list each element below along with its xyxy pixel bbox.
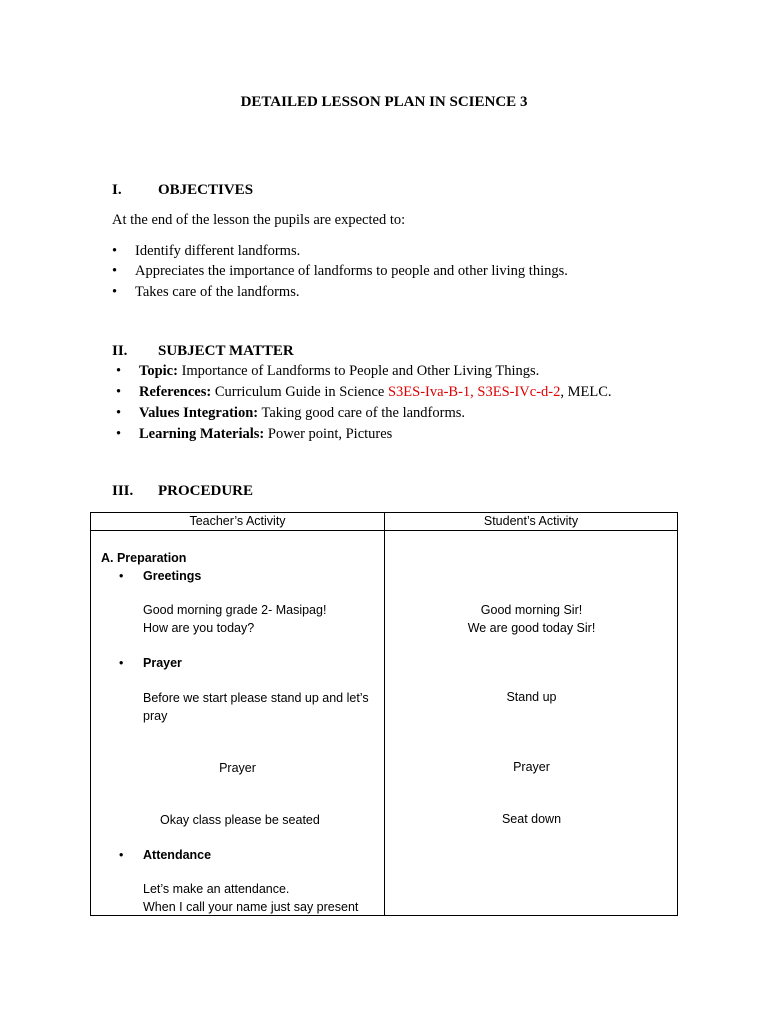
teacher-activity-cell — [91, 531, 385, 916]
procedure-table — [90, 512, 678, 916]
references-code-1: S3ES-Iva-B-1 — [387, 384, 471, 400]
bullet-icon: • — [116, 363, 122, 379]
bullet-icon: • — [119, 569, 124, 583]
topic-value: Importance of Landforms to People and Other Living Things. — [181, 363, 540, 379]
bullet-icon: • — [116, 426, 122, 442]
bullet-icon: • — [112, 263, 118, 279]
student-column-header: Student’s Activity — [385, 513, 678, 531]
attendance-line-2: When I call your name just say present — [143, 900, 359, 914]
objectives-intro: At the end of the lesson the pupils are expected to: — [112, 212, 406, 228]
student-activity-cell — [385, 531, 678, 916]
attendance-label: Attendance — [143, 848, 212, 862]
values-value: Taking good care of the landforms. — [261, 405, 466, 421]
references-separator: , — [470, 384, 474, 400]
references-code-2: S3ES-IVc-d-2 — [477, 384, 561, 400]
subject-matter-number: II. — [112, 343, 128, 359]
bullet-icon: • — [116, 384, 122, 400]
prayer-label: Prayer — [143, 656, 182, 670]
values-label: Values Integration: — [139, 405, 259, 421]
bullet-icon: • — [116, 405, 122, 421]
bullet-icon: • — [119, 848, 124, 862]
references-text: Curriculum Guide in Science — [214, 384, 385, 400]
subject-references — [116, 384, 612, 401]
bullet-icon: • — [112, 243, 118, 259]
objective-text: Takes care of the landforms. — [135, 284, 300, 300]
subject-materials — [116, 426, 392, 443]
objective-item — [112, 263, 568, 280]
objectives-heading: OBJECTIVES — [158, 182, 254, 198]
subject-topic — [116, 363, 539, 380]
student-greeting-1: Good morning Sir! — [480, 603, 583, 617]
objective-text: Appreciates the importance of landforms to people and other living things. — [135, 263, 568, 279]
seated-instruction: Okay class please be seated — [160, 813, 320, 827]
references-label: References: — [139, 384, 212, 400]
procedure-heading: PROCEDURE — [158, 483, 254, 499]
student-seat-down: Seat down — [501, 812, 562, 826]
student-prayer: Prayer — [513, 760, 550, 774]
attendance-line-1: Let’s make an attendance. — [143, 882, 290, 896]
greetings-line-1: Good morning grade 2- Masipag! — [143, 603, 327, 617]
objectives-number: I. — [112, 182, 122, 198]
topic-label: Topic: — [139, 363, 178, 379]
subject-values — [116, 405, 465, 422]
subject-matter-heading: SUBJECT MATTER — [158, 343, 294, 359]
greetings-line-2: How are you today? — [143, 621, 255, 635]
materials-label: Learning Materials: — [139, 426, 265, 442]
bullet-icon: • — [112, 284, 118, 300]
student-greeting-2: We are good today Sir! — [467, 621, 596, 635]
section-a-heading: A. Preparation — [101, 551, 187, 565]
bullet-icon: • — [119, 656, 124, 670]
prayer-line-2: pray — [143, 709, 168, 723]
objective-text: Identify different landforms. — [135, 243, 301, 259]
document-title: DETAILED LESSON PLAN IN SCIENCE 3 — [240, 94, 528, 110]
greetings-label: Greetings — [143, 569, 202, 583]
objective-item — [112, 243, 300, 260]
materials-value: Power point, Pictures — [267, 426, 393, 442]
references-tail: , MELC. — [560, 384, 612, 400]
procedure-number: III. — [112, 483, 134, 499]
objective-item — [112, 284, 299, 301]
prayer-center: Prayer — [219, 761, 256, 775]
teacher-column-header: Teacher’s Activity — [91, 513, 385, 531]
prayer-line-1: Before we start please stand up and let’s — [143, 691, 369, 705]
student-stand-up: Stand up — [506, 690, 557, 704]
